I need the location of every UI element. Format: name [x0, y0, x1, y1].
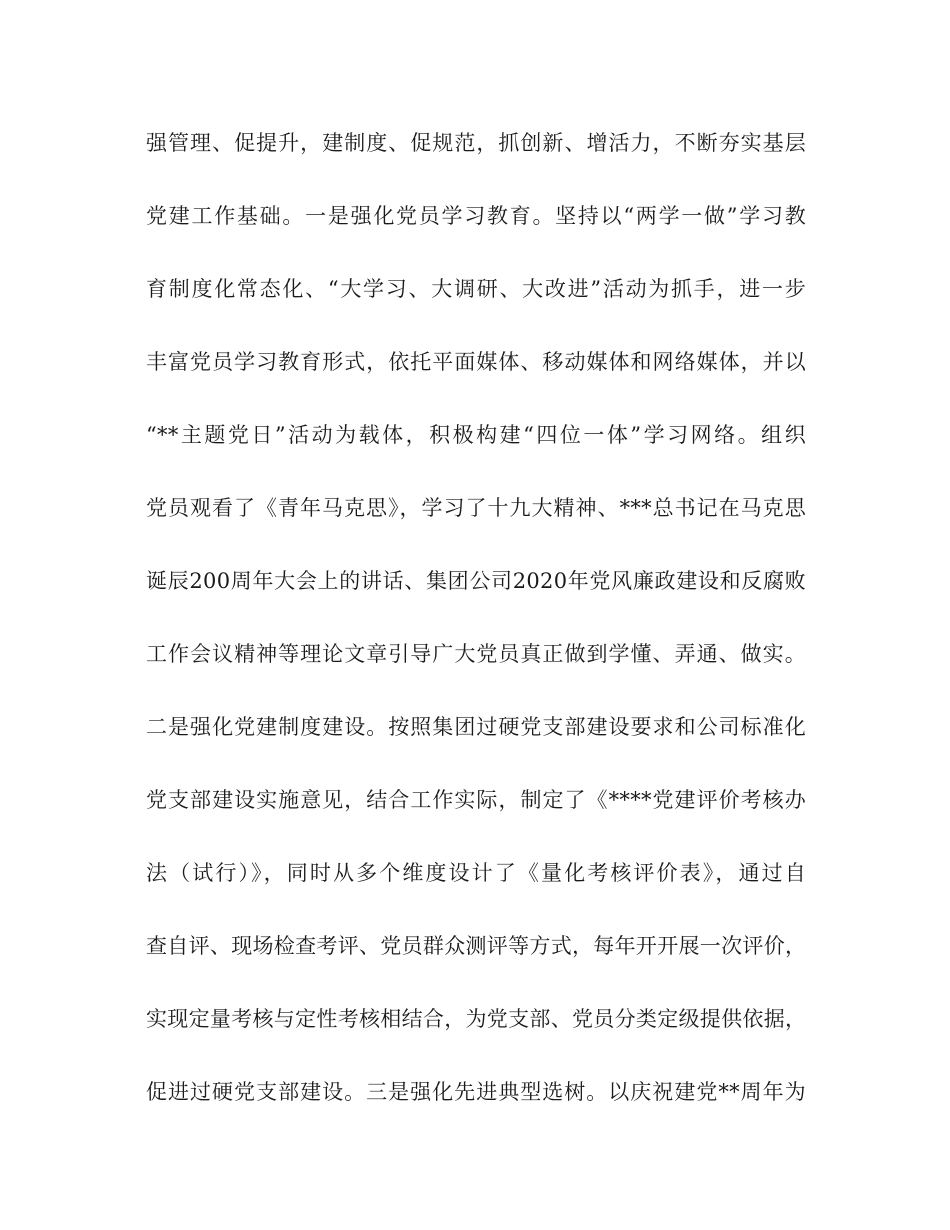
text-line: 查自评、现场检查考评、党员群众测评等方式，每年开开展一次评价，	[146, 934, 807, 958]
text-line: 诞辰200周年大会上的讲话、集团公司2020年党风廉政建设和反腐败	[146, 569, 806, 593]
text-line: 丰富党员学习教育形式，依托平面媒体、移动媒体和网络媒体，并以	[146, 350, 806, 374]
text-line: 育制度化常态化、“大学习、大调研、大改进”活动为抓手，进一步	[146, 277, 806, 301]
text-line: 二是强化党建制度建设。按照集团过硬党支部建设要求和公司标准化	[146, 715, 806, 739]
text-line: 工作会议精神等理论文章引导广大党员真正做到学懂、弄通、做实。	[146, 642, 806, 666]
text-line: “**主题党日”活动为载体，积极构建“四位一体”学习网络。组织	[146, 423, 806, 447]
text-line: 促进过硬党支部建设。三是强化先进典型选树。以庆祝建党**周年为	[146, 1080, 806, 1104]
text-line: 实现定量考核与定性考核相结合，为党支部、党员分类定级提供依据，	[146, 1007, 807, 1031]
text-line: 党支部建设实施意见，结合工作实际，制定了《****党建评价考核办	[146, 788, 806, 812]
text-line: 强管理、促提升，建制度、促规范，抓创新、增活力，不断夯实基层	[146, 131, 806, 155]
text-line: 党员观看了《青年马克思》，学习了十九大精神、***总书记在马克思	[146, 496, 806, 520]
text-line: 法（试行）》，同时从多个维度设计了《量化考核评价表》，通过自	[146, 861, 806, 885]
text-line: 党建工作基础。一是强化党员学习教育。坚持以“两学一做”学习教	[146, 204, 806, 228]
body-text	[146, 120, 806, 1142]
